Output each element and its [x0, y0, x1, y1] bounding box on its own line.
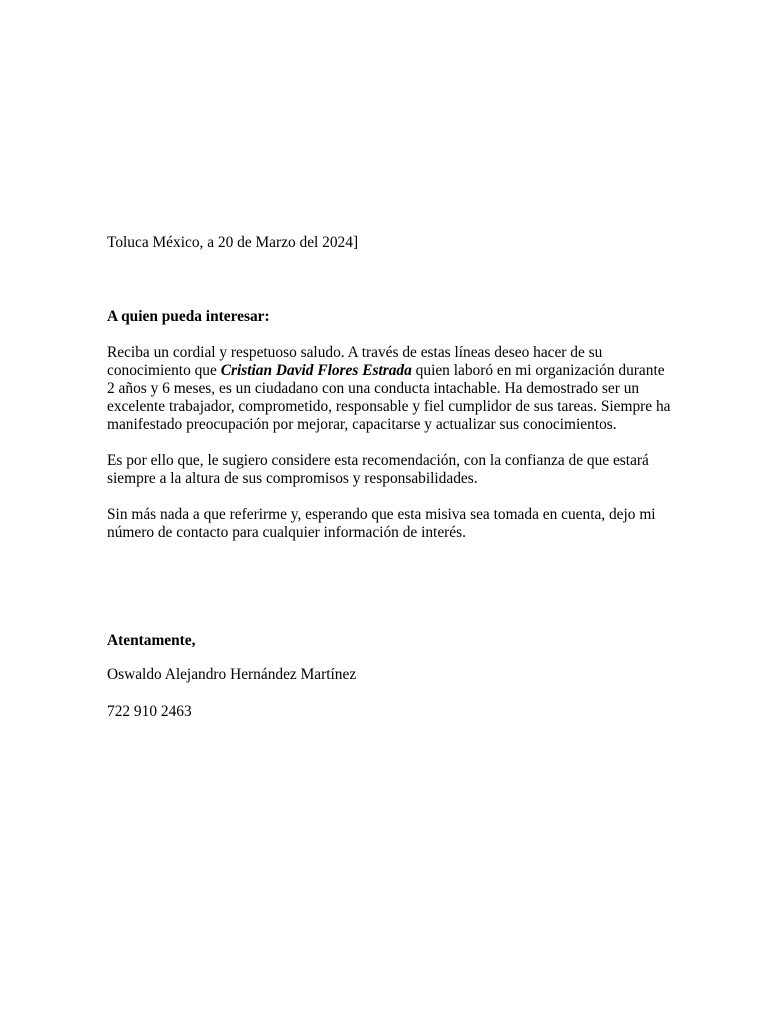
paragraph-line: número de contacto para cualquier información de interés. [107, 524, 466, 541]
paragraph-farewell [107, 506, 656, 542]
date-line: Toluca México, a 20 de Marzo del 2024] [107, 234, 359, 251]
paragraph-line: Sin más nada a que referirme y, esperando que esta misiva sea tomada en cuenta, dejo mi [107, 506, 656, 523]
paragraph-line: siempre a la altura de sus compromisos y responsabilidades. [107, 470, 478, 487]
paragraph-line [107, 362, 671, 380]
paragraph-text: conocimiento que [107, 362, 221, 379]
paragraph-line: Es por ello que, le sugiero considere esta recomendación, con la confianza de que estará [107, 452, 649, 469]
paragraph-suggestion [107, 452, 649, 488]
closing: Atentamente, [107, 632, 196, 649]
paragraph-line: excelente trabajador, comprometido, responsable y fiel cumplidor de sus tareas. Siempre ha [107, 398, 671, 415]
paragraph-line: 2 años y 6 meses, es un ciudadano con una conducta intachable. Ha demostrado ser un [107, 380, 640, 397]
paragraph-text: quien laboró en mi organización durante [411, 362, 665, 379]
signer-phone: 722 910 2463 [107, 703, 192, 720]
salutation: A quien pueda interesar: [107, 308, 270, 325]
paragraph-recommendation [107, 344, 671, 434]
employee-name: Cristian David Flores Estrada [220, 362, 412, 379]
paragraph-line: manifestado preocupación por mejorar, capacitarse y actualizar sus conocimientos. [107, 416, 617, 433]
paragraph-line: Reciba un cordial y respetuoso saludo. A través de estas líneas deseo hacer de su [107, 344, 603, 361]
signer-name: Oswaldo Alejandro Hernández Martínez [107, 666, 357, 683]
